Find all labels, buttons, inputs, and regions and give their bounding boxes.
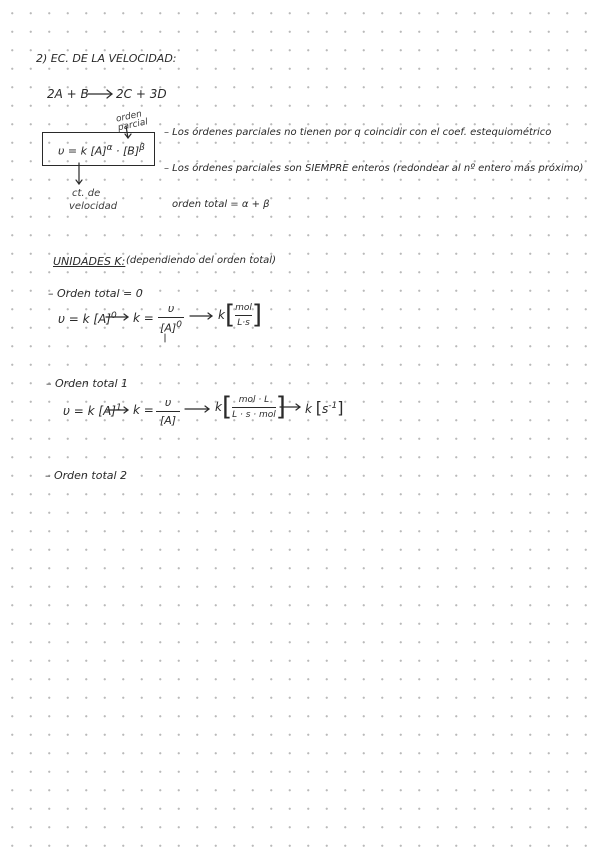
order0-eq-exp: 0	[110, 311, 117, 321]
units-title: UNIDADES K:	[53, 255, 126, 268]
k-label-arrow-icon	[76, 163, 82, 184]
rate-exp-alpha: α	[106, 143, 113, 153]
order0-k-eq: k =	[133, 311, 154, 325]
section-title: 2) EC. DE LA VELOCIDAD:	[36, 52, 177, 65]
units-subtitle: (dependiendo del orden total)	[126, 255, 276, 266]
order1-unit-den: L · s · mol	[232, 409, 276, 420]
order0-den: [A]	[160, 321, 177, 335]
order1-num: υ	[164, 396, 172, 409]
reaction-reactants: 2A + B	[47, 87, 89, 101]
rate-equation-mid: · [B]	[112, 144, 140, 158]
order0-unit: k [ $\frac{\text{mol}}{L\cdot s}$ ]	[218, 300, 263, 330]
order1-unit-k: k	[215, 400, 222, 414]
order0-unit-k: k	[218, 308, 225, 322]
order1-label: – Orden total 1	[46, 377, 129, 390]
partial-order-label: orden parcial	[115, 109, 149, 134]
order0-arrow1-icon	[106, 314, 128, 320]
order1-unit-num: mol · L	[238, 394, 270, 405]
k-label-line1: ct. de	[72, 188, 101, 199]
note-partial-orders-coefficients: – Los órdenes parciales no tienen por q coincidir con el coef. estequiométrico	[164, 127, 552, 138]
rate-exp-beta: β	[139, 143, 145, 153]
order0-unit-den: L·s	[237, 317, 250, 328]
order1-arrow2-icon	[185, 406, 209, 412]
order1-final-s: s	[322, 402, 329, 416]
order1-final-unit: k $[s^{-1}]$	[305, 398, 344, 417]
order1-eq: υ = k [A]	[63, 404, 116, 418]
rate-equation-lhs: υ = k [A]	[58, 144, 107, 158]
order2-label: – Orden total 2	[45, 469, 128, 482]
note-partial-orders-integer: – Los órdenes parciales son SIEMPRE enteros (redondear al nº entero más próximo)	[164, 163, 584, 174]
order1-arrow1-icon	[107, 407, 128, 413]
order0-den-exp: 0	[176, 320, 182, 330]
order1-den: [A]	[159, 414, 177, 427]
order1-arrow3-icon	[280, 404, 300, 410]
order0-eq: υ = k [A]	[58, 312, 111, 326]
order0-arrow2-icon	[190, 313, 212, 319]
order0-unit-num: mol	[235, 302, 252, 313]
order1-unit: k [ $\frac{\text{mol · L}}{\text{L · s · mol}}$ ]	[215, 392, 286, 422]
k-label-line2: velocidad	[69, 201, 118, 212]
reaction-arrow-icon	[88, 90, 112, 98]
total-order: orden total = α + β	[172, 199, 270, 210]
order1-final-exp: -1	[328, 401, 338, 411]
order1-final-k: k	[305, 402, 312, 416]
partial-order-arrow-icon	[125, 126, 131, 138]
order1-k-eq: k =	[133, 403, 154, 417]
order1-eq-exp: 1	[115, 403, 122, 413]
order0-num: υ	[167, 302, 175, 315]
order0-label: – Orden total = 0	[48, 287, 143, 300]
reaction-products: 2C + 3D	[116, 87, 167, 101]
